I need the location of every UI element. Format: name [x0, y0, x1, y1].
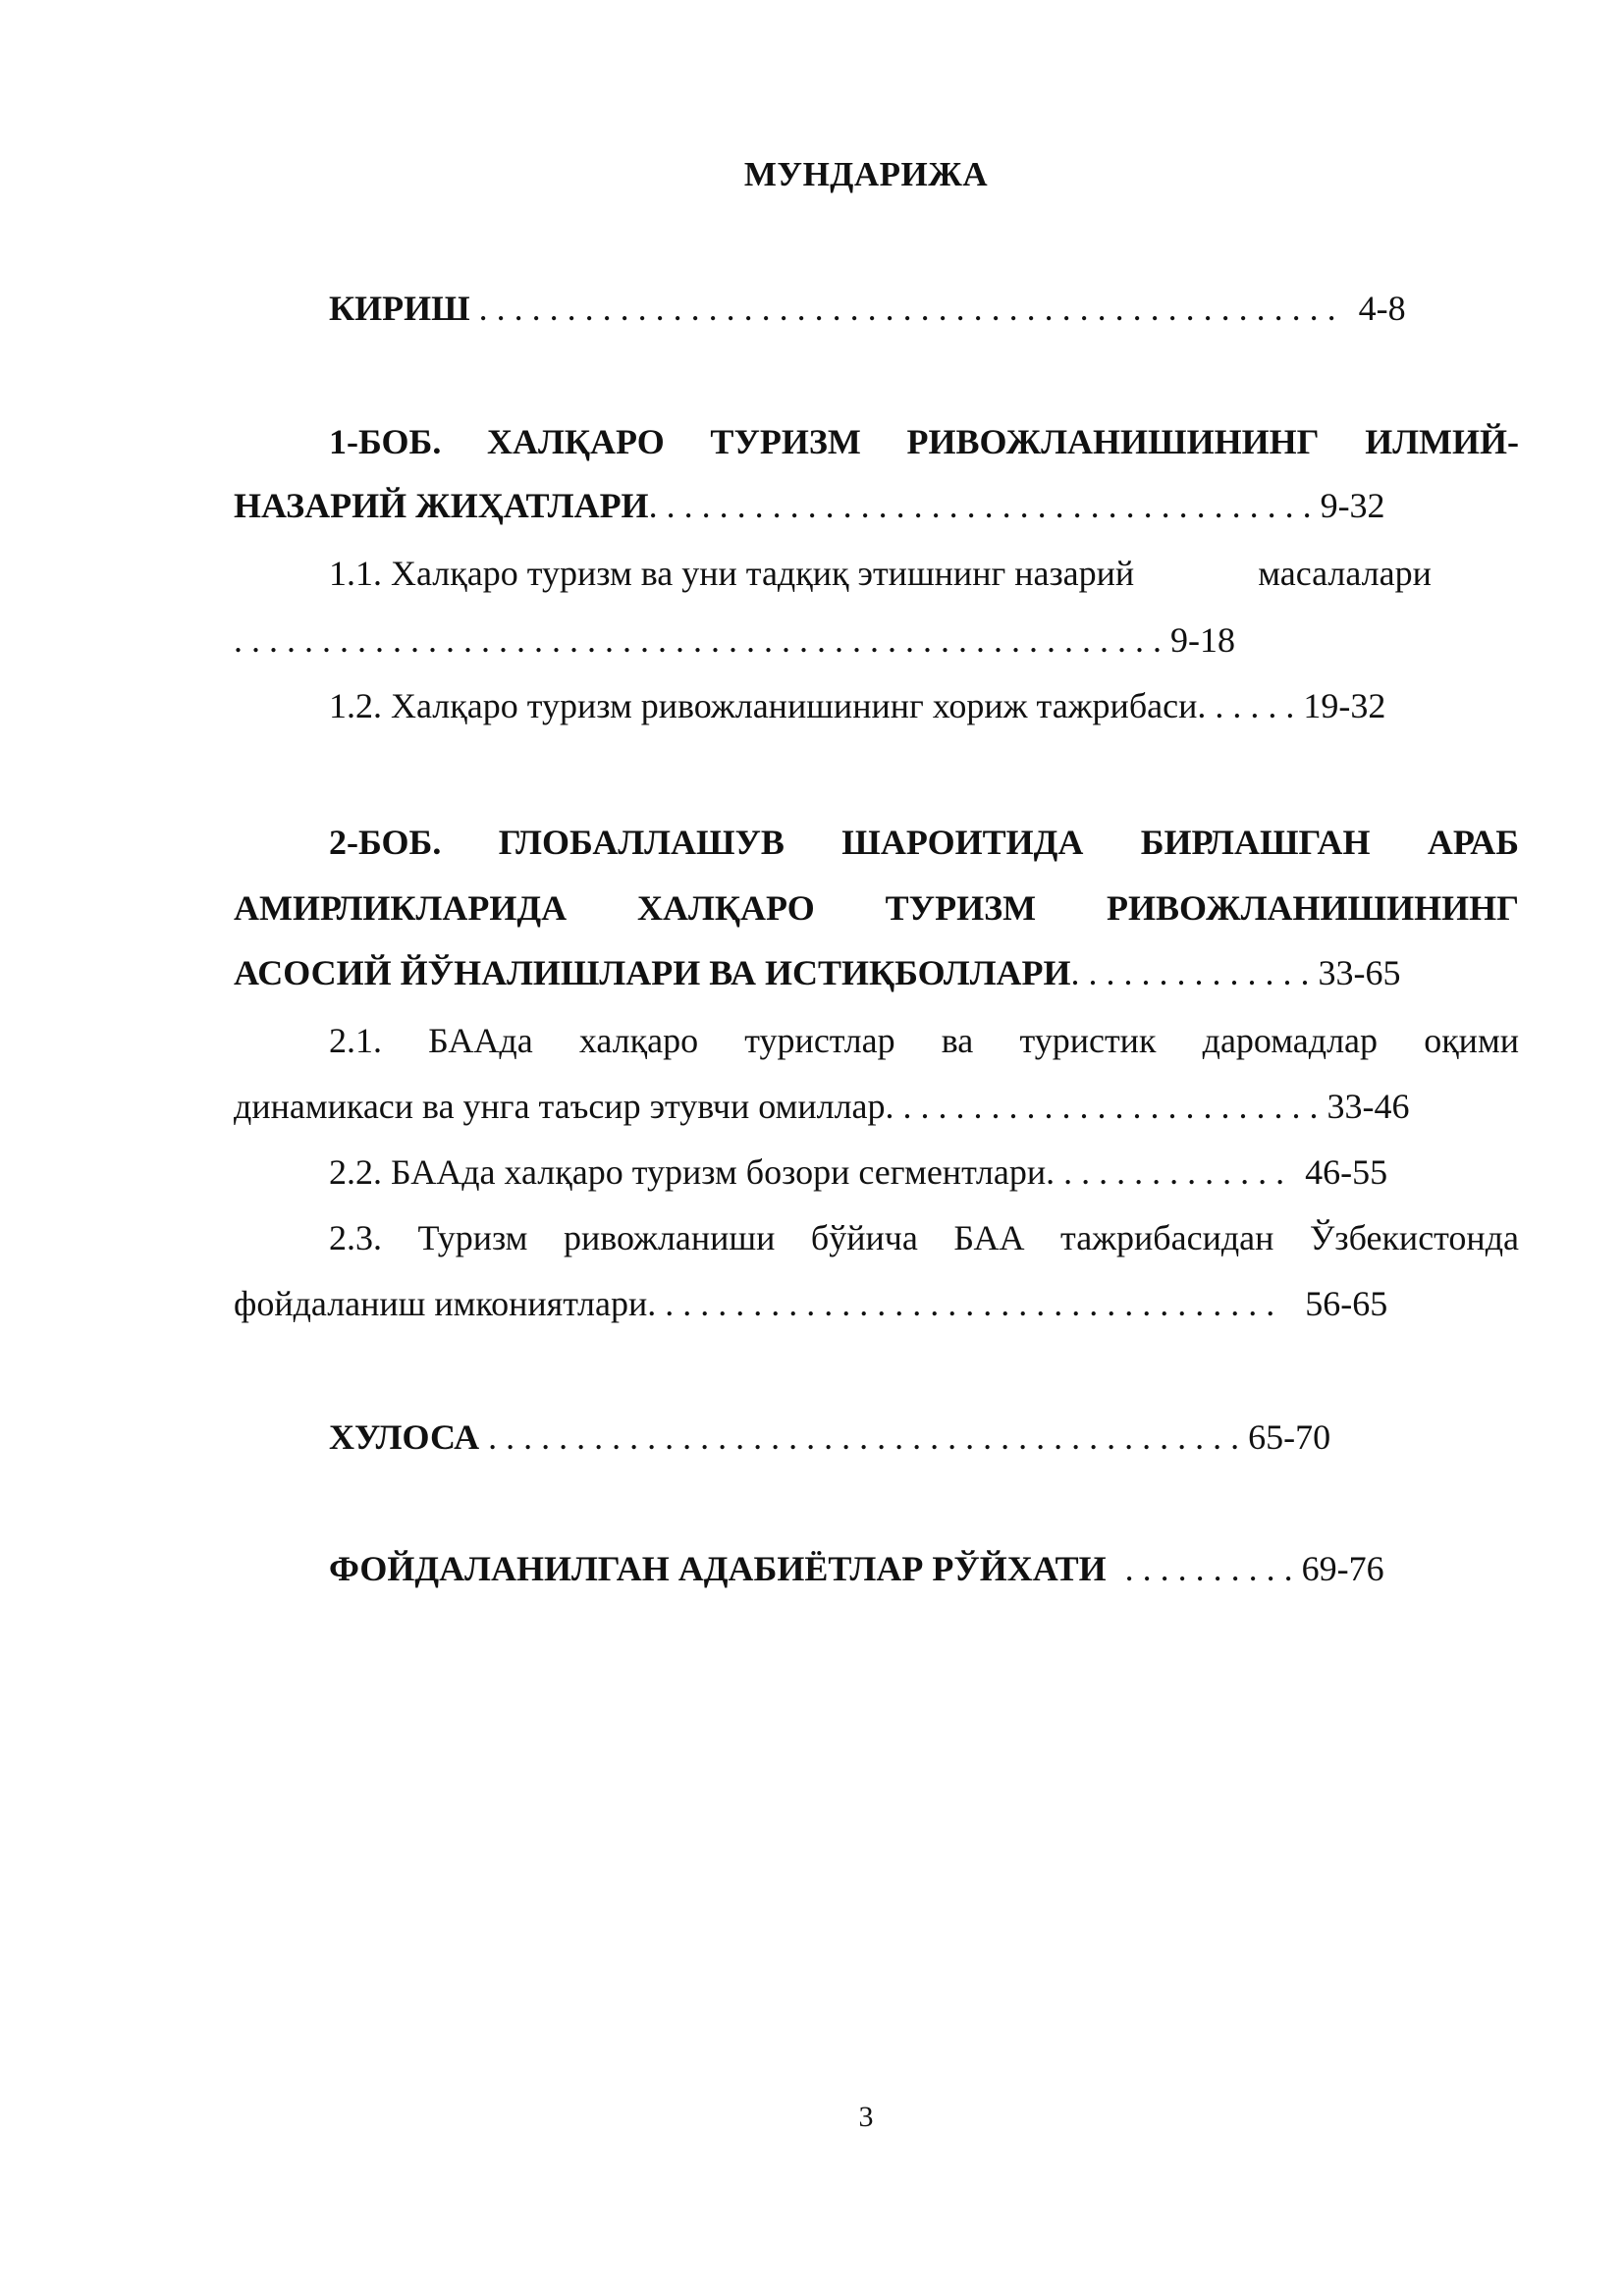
toc-entry-label: фойдаланиш имкониятлари	[234, 1284, 648, 1323]
toc-entry-label: ХУЛОСА	[329, 1417, 480, 1457]
toc-page-range: 9-32	[1320, 486, 1385, 525]
toc-entry-references	[329, 1547, 1384, 1590]
toc-leader-dots: . . . . . . . . . . . . . . . . . . . . . . . . . . . . . . . . . . . . . . . . . . .	[488, 1417, 1240, 1457]
toc-entry-label: 1.2. Халқаро туризм ривожланишининг хориж тажрибаси	[329, 686, 1198, 725]
toc-leader-dots: . . . . . . . . . . . . . . . . . . . . . . . . .	[885, 1087, 1319, 1126]
toc-page-range: 65-70	[1248, 1417, 1331, 1457]
toc-leader-dots: . . . . . .	[1197, 686, 1295, 725]
toc-leader-dots: . . . . . . . . . . . . . . . . . . . . . . . . . . . . . . . . . . . . . . . . . . . . . . . . .	[478, 289, 1336, 328]
toc-leader-dots: . . . . . . . . . . . . . . . . . . . . . . . . . . . . . . . . . . . . . . . . . . . . . . . . . . . . .	[234, 620, 1162, 660]
toc-section-2-2	[329, 1150, 1387, 1194]
toc-section-2-3-line2	[234, 1282, 1387, 1325]
page-title: МУНДАРИЖА	[743, 155, 989, 193]
toc-chapter2-line2: АМИРЛИКЛАРИДА ХАЛҚАРО ТУРИЗМ РИВОЖЛАНИШИНИНГ	[234, 888, 1519, 928]
toc-entry-label: 2.2. БААда халқаро туризм бозори сегментлари	[329, 1152, 1047, 1192]
toc-leader-dots: . . . . . . . . . . . . . .	[1070, 953, 1310, 992]
toc-chapter2-line1: 2-БОБ. ГЛОБАЛЛАШУВ ШАРОИТИДА БИРЛАШГАН АРАБ	[329, 823, 1519, 862]
toc-entry-label: ФОЙДАЛАНИЛГАН АДАБИЁТЛАР РЎЙХАТИ	[329, 1549, 1107, 1588]
toc-page-range: 19-32	[1303, 686, 1386, 725]
toc-entry-label: КИРИШ	[329, 289, 470, 328]
toc-page-range: 33-46	[1326, 1087, 1410, 1126]
toc-page-range: 56-65	[1305, 1284, 1388, 1323]
toc-chapter2-line3	[234, 951, 1401, 994]
toc-section-1-2	[329, 684, 1385, 727]
toc-entry-label: АСОСИЙ ЙЎНАЛИШЛАРИ ВА ИСТИҚБОЛЛАРИ	[234, 953, 1071, 992]
page-number: 3	[858, 2101, 874, 2133]
toc-leader-dots: . . . . . . . . . . . . . . . . . . . . . . . . . . . . . . . . . . . .	[647, 1284, 1275, 1323]
toc-section-1-1-line2	[234, 618, 1235, 662]
toc-page-range: 33-65	[1318, 953, 1401, 992]
toc-section-1-1-line1: 1.1. Халқаро туризм ва уни тадқиқ этишнинг назарий масалалари	[329, 554, 1432, 593]
toc-leader-dots: . . . . . . . . . . . . . .	[1046, 1152, 1285, 1192]
toc-page-range: 9-18	[1170, 620, 1235, 660]
toc-leader-dots: . . . . . . . . . . . . . . . . . . . . . . . . . . . . . . . . . . . . . .	[648, 486, 1312, 525]
toc-entry-intro	[329, 287, 1406, 330]
toc-chapter1-line2	[234, 484, 1385, 527]
toc-page-range: 46-55	[1305, 1152, 1388, 1192]
toc-entry-label: динамикаси ва унга таъсир этувчи омиллар	[234, 1087, 886, 1126]
toc-section-2-1-line1: 2.1. БААда халқаро туристлар ва туристик даромадлар оқими	[329, 1021, 1519, 1060]
toc-chapter1-line1: 1-БОБ. ХАЛҚАРО ТУРИЗМ РИВОЖЛАНИШИНИНГ ИЛМИЙ-	[329, 422, 1519, 461]
toc-page-range: 4-8	[1358, 289, 1406, 328]
toc-section-2-3-line1: 2.3. Туризм ривожланиши бўйича БАА тажрибасидан Ўзбекистонда	[329, 1218, 1519, 1257]
toc-page-range: 69-76	[1301, 1549, 1384, 1588]
toc-entry-conclusion	[329, 1415, 1330, 1459]
toc-leader-dots: . . . . . . . . . .	[1124, 1549, 1293, 1588]
toc-section-2-1-line2	[234, 1085, 1410, 1128]
toc-entry-label: НАЗАРИЙ ЖИҲАТЛАРИ	[234, 486, 649, 525]
